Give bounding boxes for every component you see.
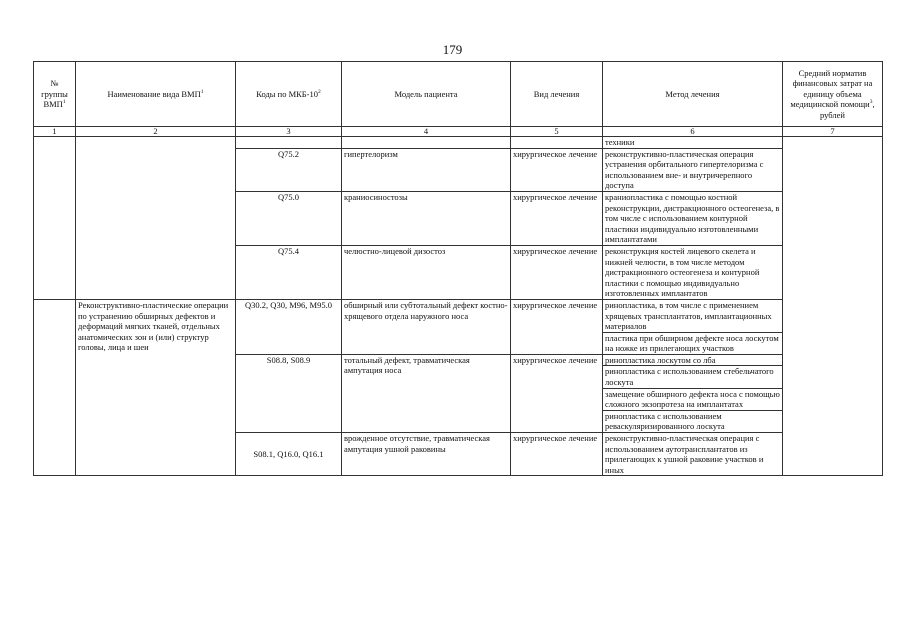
group-number-cell	[34, 299, 76, 476]
method-item: пластика при обширном дефекте носа лоскутом на ножке из прилегающих участков	[603, 332, 782, 354]
header-patient-model: Модель пациента	[342, 62, 511, 127]
header-group-number: № группы ВМП$^1$	[34, 62, 76, 127]
treatment-type-cell: хирургическое лечение	[511, 245, 603, 299]
patient-model-cell: обширный или субтотальный дефект костно-хрящевого отдела наружного носа	[342, 299, 511, 354]
method-cell	[603, 299, 783, 354]
icd-code-cell: S08.8, S08.9	[236, 354, 342, 432]
method-item: ринопластика с использованием стебельчатого лоскута	[603, 365, 782, 387]
treatment-type-cell: хирургическое лечение	[511, 148, 603, 191]
group-number-cell	[34, 137, 76, 300]
method-cell: реконструкция костей лицевого скелета и нижней челюсти, в том числе методом дистракционного остеогенеза и контурной пластики с помощью индивидуально изготовленных имплантатов	[603, 245, 783, 299]
patient-model-cell: челюстно-лицевой дизостоз	[342, 245, 511, 299]
method-item: реконструктивно-пластическая операция с использованием аутотрансплантатов из прилегающих к ушной раковине участков и иных	[605, 433, 764, 475]
table-row	[34, 299, 883, 354]
patient-model-cell: гипертелоризм	[342, 148, 511, 191]
method-cell	[603, 433, 783, 476]
treatment-type-cell: хирургическое лечение	[511, 354, 603, 432]
treatment-type-cell: хирургическое лечение	[511, 433, 603, 476]
method-cell: техники	[603, 137, 783, 149]
column-number: 1	[34, 127, 76, 137]
patient-model-cell: врожденное отсутствие, травматическая ампутация ушной раковины	[342, 433, 511, 476]
column-number: 6	[603, 127, 783, 137]
treatment-type-cell: хирургическое лечение	[511, 191, 603, 245]
icd-code-cell: Q30.2, Q30, M96, M95.0	[236, 299, 342, 354]
column-number: 3	[236, 127, 342, 137]
method-cell: краниопластика с помощью костной реконструкции, дистракционного остеогенеза, в том числе с использованием контурной пластики индивидуально изготовленными имплантатами	[603, 191, 783, 245]
page-number: 179	[442, 42, 463, 57]
header-treatment-method: Метод лечения	[603, 62, 783, 127]
icd-code-cell: S08.1, Q16.0, Q16.1	[236, 433, 342, 476]
method-item: ринопластика, в том числе с применением хрящевых трансплантатов, имплантационных материалов	[605, 299, 772, 332]
method-cell: реконструктивно-пластическая операция устранения орбитального гипертелоризма с использованием вне- и внутричерепного доступа	[603, 148, 783, 191]
icd-code-cell: Q75.0	[236, 191, 342, 245]
header-treatment-type: Вид лечения	[511, 62, 603, 127]
column-number: 5	[511, 127, 603, 137]
table-row	[34, 137, 883, 149]
column-number: 7	[783, 127, 883, 137]
vmp-name-cell: Реконструктивно-пластические операции по устранению обширных дефектов и деформаций мягких тканей, отдельных анатомических зон и (или) структур головы, лица и шеи	[76, 299, 236, 476]
column-number: 4	[342, 127, 511, 137]
method-item: ринопластика лоскутом со лба	[605, 354, 716, 365]
method-item: замещение обширного дефекта носа с помощью сложного экзопротеза на имплантатах	[603, 388, 782, 410]
method-item: ринопластика с использованием реваскуляризированного лоскута	[603, 410, 782, 432]
vmp-name-cell	[76, 137, 236, 300]
patient-model-cell: краниосиностозы	[342, 191, 511, 245]
column-number: 2	[76, 127, 236, 137]
treatment-type-cell: хирургическое лечение	[511, 299, 603, 354]
icd-code-cell: Q75.2	[236, 148, 342, 191]
method-cell	[603, 354, 783, 432]
patient-model-cell: тотальный дефект, травматическая ампутация носа	[342, 354, 511, 432]
header-icd-codes: Коды по МКБ-$10^2$	[236, 62, 342, 127]
vmp-table	[33, 61, 883, 476]
cost-cell	[783, 137, 883, 476]
header-cost-standard: Средний норматив финансовых затрат на единицу объема медицинской помощи$^3$, рублей	[783, 62, 883, 127]
icd-code-cell: Q75.4	[236, 245, 342, 299]
header-vmp-name: Наименование вида ВМП$^1$	[76, 62, 236, 127]
